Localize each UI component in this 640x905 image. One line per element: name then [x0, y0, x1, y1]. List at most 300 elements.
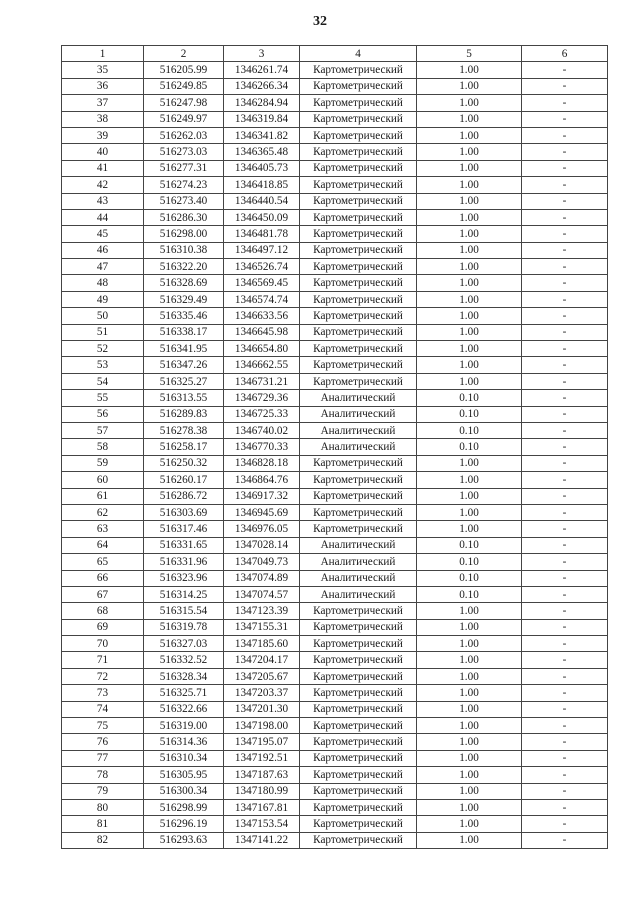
cell-x-coordinate: 516274.23: [144, 177, 224, 193]
cell-point-number: 38: [62, 111, 144, 127]
table-row: [62, 488, 608, 504]
cell-y-coordinate: 1347153.54: [224, 816, 300, 832]
cell-y-coordinate: 1346405.73: [224, 160, 300, 176]
cell-method: Аналитический: [300, 537, 417, 553]
cell-note: -: [522, 259, 608, 275]
cell-y-coordinate: 1346662.55: [224, 357, 300, 373]
table-row: [62, 767, 608, 783]
table-row: [62, 718, 608, 734]
table-body: [62, 62, 608, 849]
cell-x-coordinate: 516298.00: [144, 226, 224, 242]
cell-y-coordinate: 1347074.57: [224, 586, 300, 602]
cell-x-coordinate: 516277.31: [144, 160, 224, 176]
cell-accuracy: 1.00: [417, 308, 522, 324]
cell-method: Картометрический: [300, 127, 417, 143]
cell-point-number: 64: [62, 537, 144, 553]
cell-point-number: 49: [62, 291, 144, 307]
cell-method: Картометрический: [300, 783, 417, 799]
cell-x-coordinate: 516305.95: [144, 767, 224, 783]
table-row: [62, 275, 608, 291]
cell-accuracy: 0.10: [417, 390, 522, 406]
table-row: [62, 193, 608, 209]
cell-method: Картометрический: [300, 718, 417, 734]
cell-method: Картометрический: [300, 341, 417, 357]
cell-note: -: [522, 177, 608, 193]
cell-note: -: [522, 767, 608, 783]
cell-point-number: 59: [62, 455, 144, 471]
cell-x-coordinate: 516329.49: [144, 291, 224, 307]
cell-note: -: [522, 799, 608, 815]
cell-point-number: 44: [62, 209, 144, 225]
cell-y-coordinate: 1346633.56: [224, 308, 300, 324]
cell-note: -: [522, 472, 608, 488]
cell-y-coordinate: 1347141.22: [224, 832, 300, 848]
page-number: 32: [313, 14, 327, 29]
cell-x-coordinate: 516347.26: [144, 357, 224, 373]
cell-method: Картометрический: [300, 242, 417, 258]
cell-note: -: [522, 586, 608, 602]
cell-x-coordinate: 516310.34: [144, 750, 224, 766]
cell-point-number: 63: [62, 521, 144, 537]
cell-method: Картометрический: [300, 78, 417, 94]
cell-note: -: [522, 439, 608, 455]
cell-method: Картометрический: [300, 799, 417, 815]
cell-method: Аналитический: [300, 586, 417, 602]
table-row: [62, 259, 608, 275]
table-row: [62, 439, 608, 455]
cell-method: Картометрический: [300, 832, 417, 848]
cell-accuracy: 1.00: [417, 718, 522, 734]
cell-y-coordinate: 1346729.36: [224, 390, 300, 406]
cell-y-coordinate: 1347167.81: [224, 799, 300, 815]
cell-y-coordinate: 1347028.14: [224, 537, 300, 553]
cell-accuracy: 1.00: [417, 636, 522, 652]
cell-accuracy: 0.10: [417, 422, 522, 438]
cell-point-number: 45: [62, 226, 144, 242]
cell-point-number: 75: [62, 718, 144, 734]
cell-y-coordinate: 1347074.89: [224, 570, 300, 586]
cell-y-coordinate: 1346284.94: [224, 95, 300, 111]
cell-y-coordinate: 1346481.78: [224, 226, 300, 242]
table-row: [62, 62, 608, 78]
cell-y-coordinate: 1347187.63: [224, 767, 300, 783]
table-row: [62, 636, 608, 652]
cell-y-coordinate: 1346365.48: [224, 144, 300, 160]
cell-method: Аналитический: [300, 439, 417, 455]
cell-x-coordinate: 516298.99: [144, 799, 224, 815]
cell-method: Картометрический: [300, 226, 417, 242]
cell-accuracy: 1.00: [417, 488, 522, 504]
header-cell-3: 3: [224, 46, 300, 62]
cell-y-coordinate: 1347192.51: [224, 750, 300, 766]
cell-point-number: 82: [62, 832, 144, 848]
cell-note: -: [522, 570, 608, 586]
cell-method: Картометрический: [300, 259, 417, 275]
cell-point-number: 70: [62, 636, 144, 652]
cell-point-number: 66: [62, 570, 144, 586]
cell-accuracy: 1.00: [417, 357, 522, 373]
cell-y-coordinate: 1347195.07: [224, 734, 300, 750]
cell-point-number: 56: [62, 406, 144, 422]
cell-note: -: [522, 62, 608, 78]
cell-accuracy: 1.00: [417, 95, 522, 111]
cell-y-coordinate: 1346740.02: [224, 422, 300, 438]
cell-point-number: 71: [62, 652, 144, 668]
cell-method: Картометрический: [300, 111, 417, 127]
cell-point-number: 79: [62, 783, 144, 799]
table-row: [62, 390, 608, 406]
cell-note: -: [522, 521, 608, 537]
cell-method: Аналитический: [300, 554, 417, 570]
cell-note: -: [522, 357, 608, 373]
cell-point-number: 42: [62, 177, 144, 193]
cell-accuracy: 1.00: [417, 78, 522, 94]
cell-note: -: [522, 209, 608, 225]
cell-x-coordinate: 516319.00: [144, 718, 224, 734]
cell-y-coordinate: 1346645.98: [224, 324, 300, 340]
cell-method: Картометрический: [300, 95, 417, 111]
cell-point-number: 72: [62, 668, 144, 684]
cell-note: -: [522, 619, 608, 635]
cell-accuracy: 1.00: [417, 832, 522, 848]
cell-x-coordinate: 516205.99: [144, 62, 224, 78]
cell-y-coordinate: 1346725.33: [224, 406, 300, 422]
cell-method: Картометрический: [300, 488, 417, 504]
cell-note: -: [522, 455, 608, 471]
table-row: [62, 586, 608, 602]
cell-accuracy: 1.00: [417, 504, 522, 520]
cell-method: Картометрический: [300, 62, 417, 78]
cell-accuracy: 1.00: [417, 226, 522, 242]
cell-note: -: [522, 816, 608, 832]
cell-y-coordinate: 1346917.32: [224, 488, 300, 504]
cell-method: Аналитический: [300, 406, 417, 422]
cell-accuracy: 1.00: [417, 668, 522, 684]
cell-accuracy: 1.00: [417, 324, 522, 340]
cell-method: Картометрический: [300, 160, 417, 176]
cell-accuracy: 1.00: [417, 701, 522, 717]
cell-x-coordinate: 516260.17: [144, 472, 224, 488]
cell-accuracy: 0.10: [417, 570, 522, 586]
cell-point-number: 57: [62, 422, 144, 438]
cell-x-coordinate: 516317.46: [144, 521, 224, 537]
cell-point-number: 62: [62, 504, 144, 520]
cell-method: Картометрический: [300, 308, 417, 324]
cell-method: Картометрический: [300, 357, 417, 373]
cell-accuracy: 0.10: [417, 439, 522, 455]
cell-method: Картометрический: [300, 734, 417, 750]
table-row: [62, 652, 608, 668]
table-row: [62, 619, 608, 635]
cell-point-number: 77: [62, 750, 144, 766]
table-row: [62, 127, 608, 143]
cell-accuracy: 1.00: [417, 127, 522, 143]
cell-note: -: [522, 537, 608, 553]
cell-accuracy: 1.00: [417, 242, 522, 258]
cell-accuracy: 1.00: [417, 62, 522, 78]
cell-note: -: [522, 127, 608, 143]
table-row: [62, 324, 608, 340]
cell-y-coordinate: 1346976.05: [224, 521, 300, 537]
cell-accuracy: 0.10: [417, 554, 522, 570]
cell-x-coordinate: 516327.03: [144, 636, 224, 652]
table-row: [62, 816, 608, 832]
cell-note: -: [522, 636, 608, 652]
cell-accuracy: 1.00: [417, 275, 522, 291]
cell-y-coordinate: 1346497.12: [224, 242, 300, 258]
cell-x-coordinate: 516303.69: [144, 504, 224, 520]
cell-note: -: [522, 95, 608, 111]
cell-accuracy: 1.00: [417, 767, 522, 783]
cell-accuracy: 1.00: [417, 209, 522, 225]
cell-method: Картометрический: [300, 193, 417, 209]
cell-accuracy: 1.00: [417, 177, 522, 193]
cell-y-coordinate: 1346569.45: [224, 275, 300, 291]
cell-y-coordinate: 1346261.74: [224, 62, 300, 78]
cell-note: -: [522, 652, 608, 668]
cell-method: Картометрический: [300, 209, 417, 225]
cell-x-coordinate: 516296.19: [144, 816, 224, 832]
cell-x-coordinate: 516300.34: [144, 783, 224, 799]
table-row: [62, 554, 608, 570]
cell-point-number: 80: [62, 799, 144, 815]
cell-method: Картометрический: [300, 619, 417, 635]
table-row: [62, 832, 608, 848]
cell-x-coordinate: 516310.38: [144, 242, 224, 258]
cell-accuracy: 1.00: [417, 750, 522, 766]
cell-method: Аналитический: [300, 422, 417, 438]
cell-x-coordinate: 516331.96: [144, 554, 224, 570]
cell-x-coordinate: 516258.17: [144, 439, 224, 455]
cell-note: -: [522, 373, 608, 389]
cell-x-coordinate: 516341.95: [144, 341, 224, 357]
cell-x-coordinate: 516323.96: [144, 570, 224, 586]
table-row: [62, 357, 608, 373]
cell-point-number: 69: [62, 619, 144, 635]
cell-accuracy: 1.00: [417, 799, 522, 815]
cell-method: Картометрический: [300, 701, 417, 717]
cell-accuracy: 1.00: [417, 144, 522, 160]
cell-point-number: 81: [62, 816, 144, 832]
cell-point-number: 68: [62, 603, 144, 619]
cell-y-coordinate: 1346450.09: [224, 209, 300, 225]
cell-note: -: [522, 734, 608, 750]
table-row: [62, 521, 608, 537]
cell-y-coordinate: 1346864.76: [224, 472, 300, 488]
cell-point-number: 73: [62, 685, 144, 701]
cell-x-coordinate: 516278.38: [144, 422, 224, 438]
table-row: [62, 537, 608, 553]
table-row: [62, 799, 608, 815]
cell-note: -: [522, 341, 608, 357]
cell-accuracy: 1.00: [417, 455, 522, 471]
cell-accuracy: 1.00: [417, 652, 522, 668]
cell-y-coordinate: 1346828.18: [224, 455, 300, 471]
cell-point-number: 67: [62, 586, 144, 602]
cell-method: Картометрический: [300, 504, 417, 520]
table-row: [62, 160, 608, 176]
cell-accuracy: 1.00: [417, 160, 522, 176]
cell-note: -: [522, 832, 608, 848]
table-row: [62, 209, 608, 225]
cell-y-coordinate: 1346770.33: [224, 439, 300, 455]
cell-note: -: [522, 488, 608, 504]
cell-point-number: 61: [62, 488, 144, 504]
cell-accuracy: 1.00: [417, 111, 522, 127]
table-row: [62, 406, 608, 422]
cell-y-coordinate: 1347205.67: [224, 668, 300, 684]
cell-x-coordinate: 516273.40: [144, 193, 224, 209]
cell-point-number: 48: [62, 275, 144, 291]
cell-note: -: [522, 701, 608, 717]
cell-method: Картометрический: [300, 324, 417, 340]
cell-point-number: 41: [62, 160, 144, 176]
cell-method: Картометрический: [300, 750, 417, 766]
table-row: [62, 341, 608, 357]
cell-note: -: [522, 160, 608, 176]
cell-method: Картометрический: [300, 652, 417, 668]
cell-note: -: [522, 111, 608, 127]
cell-note: -: [522, 390, 608, 406]
cell-y-coordinate: 1346341.82: [224, 127, 300, 143]
cell-point-number: 36: [62, 78, 144, 94]
cell-x-coordinate: 516314.25: [144, 586, 224, 602]
cell-x-coordinate: 516249.85: [144, 78, 224, 94]
cell-point-number: 37: [62, 95, 144, 111]
table-row: [62, 701, 608, 717]
table-row: [62, 111, 608, 127]
cell-y-coordinate: 1347185.60: [224, 636, 300, 652]
table-row: [62, 504, 608, 520]
cell-point-number: 46: [62, 242, 144, 258]
cell-x-coordinate: 516322.66: [144, 701, 224, 717]
coordinates-table: [61, 45, 608, 849]
table-row: [62, 308, 608, 324]
table-row: [62, 78, 608, 94]
cell-point-number: 40: [62, 144, 144, 160]
cell-note: -: [522, 324, 608, 340]
cell-x-coordinate: 516338.17: [144, 324, 224, 340]
cell-accuracy: 1.00: [417, 783, 522, 799]
cell-x-coordinate: 516286.72: [144, 488, 224, 504]
cell-y-coordinate: 1346574.74: [224, 291, 300, 307]
cell-method: Аналитический: [300, 570, 417, 586]
cell-y-coordinate: 1346319.84: [224, 111, 300, 127]
cell-y-coordinate: 1346526.74: [224, 259, 300, 275]
cell-point-number: 58: [62, 439, 144, 455]
table-row: [62, 668, 608, 684]
header-cell-2: 2: [144, 46, 224, 62]
cell-method: Картометрический: [300, 177, 417, 193]
cell-method: Картометрический: [300, 636, 417, 652]
cell-note: -: [522, 275, 608, 291]
cell-note: -: [522, 554, 608, 570]
cell-point-number: 78: [62, 767, 144, 783]
cell-x-coordinate: 516325.27: [144, 373, 224, 389]
cell-accuracy: 1.00: [417, 472, 522, 488]
table-row: [62, 750, 608, 766]
table-row: [62, 291, 608, 307]
cell-method: Картометрический: [300, 816, 417, 832]
cell-note: -: [522, 144, 608, 160]
cell-note: -: [522, 504, 608, 520]
cell-point-number: 74: [62, 701, 144, 717]
cell-y-coordinate: 1347198.00: [224, 718, 300, 734]
cell-x-coordinate: 516313.55: [144, 390, 224, 406]
cell-note: -: [522, 718, 608, 734]
cell-x-coordinate: 516249.97: [144, 111, 224, 127]
cell-y-coordinate: 1347180.99: [224, 783, 300, 799]
cell-accuracy: 1.00: [417, 816, 522, 832]
cell-point-number: 35: [62, 62, 144, 78]
cell-method: Аналитический: [300, 390, 417, 406]
cell-accuracy: 1.00: [417, 291, 522, 307]
cell-y-coordinate: 1346266.34: [224, 78, 300, 94]
cell-point-number: 43: [62, 193, 144, 209]
cell-method: Картометрический: [300, 291, 417, 307]
table-row: [62, 472, 608, 488]
table-header: [62, 46, 608, 62]
cell-x-coordinate: 516322.20: [144, 259, 224, 275]
table-row: [62, 144, 608, 160]
cell-y-coordinate: 1346731.21: [224, 373, 300, 389]
cell-x-coordinate: 516325.71: [144, 685, 224, 701]
cell-note: -: [522, 783, 608, 799]
cell-x-coordinate: 516332.52: [144, 652, 224, 668]
cell-y-coordinate: 1346945.69: [224, 504, 300, 520]
table-row: [62, 455, 608, 471]
cell-note: -: [522, 406, 608, 422]
cell-note: -: [522, 750, 608, 766]
cell-method: Картометрический: [300, 373, 417, 389]
cell-y-coordinate: 1347049.73: [224, 554, 300, 570]
table-row: [62, 603, 608, 619]
header-cell-1: 1: [62, 46, 144, 62]
table-row: [62, 685, 608, 701]
cell-accuracy: 0.10: [417, 406, 522, 422]
cell-accuracy: 0.10: [417, 586, 522, 602]
cell-point-number: 55: [62, 390, 144, 406]
cell-accuracy: 1.00: [417, 521, 522, 537]
cell-x-coordinate: 516289.83: [144, 406, 224, 422]
cell-accuracy: 1.00: [417, 619, 522, 635]
cell-x-coordinate: 516247.98: [144, 95, 224, 111]
cell-note: -: [522, 242, 608, 258]
cell-note: -: [522, 422, 608, 438]
cell-y-coordinate: 1346418.85: [224, 177, 300, 193]
header-cell-4: 4: [300, 46, 417, 62]
cell-point-number: 60: [62, 472, 144, 488]
cell-x-coordinate: 516319.78: [144, 619, 224, 635]
cell-x-coordinate: 516328.34: [144, 668, 224, 684]
cell-x-coordinate: 516286.30: [144, 209, 224, 225]
cell-method: Картометрический: [300, 472, 417, 488]
cell-accuracy: 1.00: [417, 734, 522, 750]
table-row: [62, 226, 608, 242]
header-row: [62, 46, 608, 62]
cell-point-number: 76: [62, 734, 144, 750]
cell-y-coordinate: 1347123.39: [224, 603, 300, 619]
cell-method: Картометрический: [300, 275, 417, 291]
cell-x-coordinate: 516262.03: [144, 127, 224, 143]
cell-method: Картометрический: [300, 521, 417, 537]
cell-y-coordinate: 1346440.54: [224, 193, 300, 209]
cell-y-coordinate: 1346654.80: [224, 341, 300, 357]
cell-point-number: 65: [62, 554, 144, 570]
table-row: [62, 177, 608, 193]
cell-note: -: [522, 78, 608, 94]
cell-note: -: [522, 291, 608, 307]
